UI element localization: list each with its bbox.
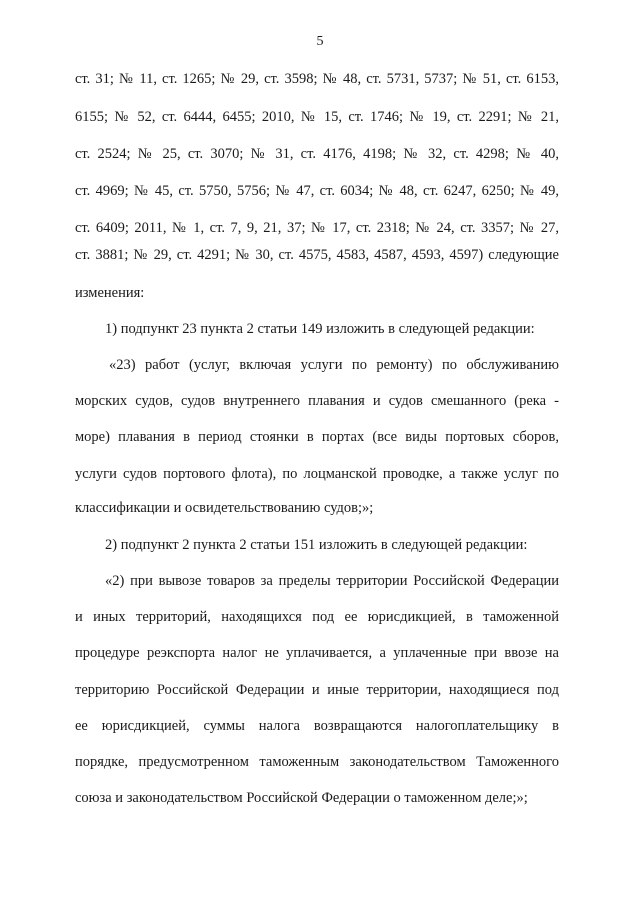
- page-number: 5: [316, 34, 324, 49]
- text-line: изменения:: [75, 285, 145, 301]
- text-line: ее юрисдикцией, суммы налога возвращаются налогоплательщику в: [75, 718, 559, 734]
- text-line: «2) при вывозе товаров за пределы территории Российской Федерации: [105, 573, 559, 589]
- text-line: территорию Российской Федерации и иные территории, находящиеся под: [75, 682, 559, 698]
- text-line: союза и законодательством Российской Федерации о таможенном деле;»;: [75, 790, 528, 806]
- text-line: ст. 3881; № 29, ст. 4291; № 30, ст. 4575, 4583, 4587, 4593, 4597) следующие: [75, 247, 559, 263]
- text-line: ст. 31; № 11, ст. 1265; № 29, ст. 3598; № 48, ст. 5731, 5737; № 51, ст. 6153,: [75, 71, 559, 87]
- text-line: море) плавания в период стоянки в портах (все виды портовых сборов,: [75, 429, 559, 445]
- text-line: и иных территорий, находящихся под ее юрисдикцией, в таможенной: [75, 609, 559, 625]
- text-line: порядке, предусмотренном таможенным законодательством Таможенного: [75, 754, 559, 770]
- text-line: классификации и освидетельствованию судов;»;: [75, 500, 374, 516]
- text-line: морских судов, судов внутреннего плавания и судов смешанного (река -: [75, 393, 559, 409]
- text-line: 2) подпункт 2 пункта 2 статьи 151 изложить в следующей редакции:: [105, 537, 528, 553]
- text-line: «23) работ (услуг, включая услуги по ремонту) по обслуживанию: [109, 357, 559, 373]
- text-line: услуги судов портового флота), по лоцманской проводке, а также услуг по: [75, 466, 559, 482]
- text-line: ст. 6409; 2011, № 1, ст. 7, 9, 21, 37; № 17, ст. 2318; № 24, ст. 3357; № 27,: [75, 220, 559, 236]
- text-line: ст. 4969; № 45, ст. 5750, 5756; № 47, ст. 6034; № 48, ст. 6247, 6250; № 49,: [75, 183, 559, 199]
- text-line: 6155; № 52, ст. 6444, 6455; 2010, № 15, ст. 1746; № 19, ст. 2291; № 21,: [75, 109, 559, 125]
- text-line: ст. 2524; № 25, ст. 3070; № 31, ст. 4176, 4198; № 32, ст. 4298; № 40,: [75, 146, 559, 162]
- text-line: процедуре реэкспорта налог не уплачивается, а уплаченные при ввозе на: [75, 645, 559, 661]
- text-line: 1) подпункт 23 пункта 2 статьи 149 изложить в следующей редакции:: [105, 321, 535, 337]
